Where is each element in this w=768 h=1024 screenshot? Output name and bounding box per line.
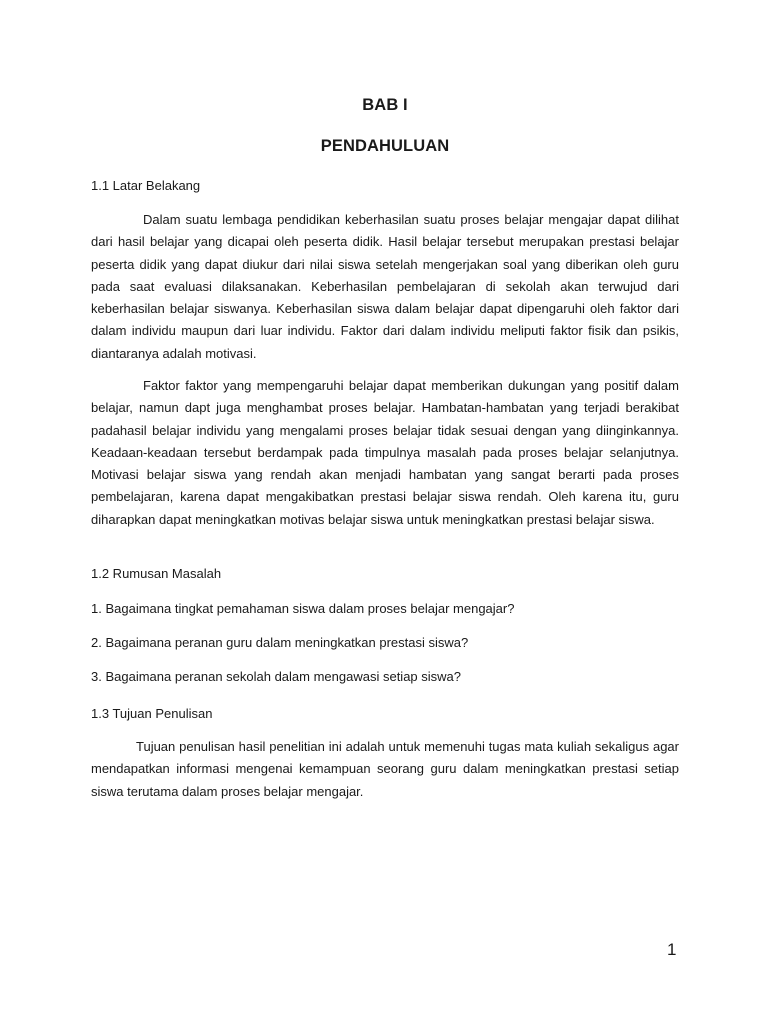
paragraph-latar-belakang-2: Faktor faktor yang mempengaruhi belajar dapat memberikan dukungan yang positif dalam belajar, namun dapt juga menghambat proses belajar. Hambatan-hambatan yang terjadi berakibat padahasil belajar individu yang mengalami proses belajar tidak sesuai dengan yang diinginkannya. Keadaan-keadaan tersebut berdampak pada timpulnya masalah pada proses belajar selanjutnya. Motivasi belajar siswa yang rendah akan menjadi hambatan yang sangat berarti pada proses pembelajaran, karena dapat mengakibatkan prestasi belajar siswa rendah. Oleh karena itu, guru diharapkan dapat meningkatkan motivas belajar siswa untuk meningkatkan prestasi belajar siswa. bbox=[91, 378, 679, 527]
section-heading-latar-belakang: 1.1 Latar Belakang bbox=[91, 178, 201, 193]
chapter-number: BAB I bbox=[362, 96, 408, 114]
section-heading-rumusan-masalah: 1.2 Rumusan Masalah bbox=[91, 566, 222, 581]
page-number: 1 bbox=[667, 940, 677, 959]
paragraph-tujuan-penulisan: Tujuan penulisan hasil penelitian ini adalah untuk memenuhi tugas mata kuliah sekaligus agar mendapatkan informasi mengenai kemampuan seorang guru dalam meningkatkan prestasi setiap siswa terutama dalam proses belajar mengajar. bbox=[91, 739, 679, 799]
list-item-rumusan-2: 2. Bagaimana peranan guru dalam meningkatkan prestasi siswa? bbox=[91, 635, 469, 650]
list-item-rumusan-1: 1. Bagaimana tingkat pemahaman siswa dalam proses belajar mengajar? bbox=[91, 601, 515, 616]
section-heading-tujuan-penulisan: 1.3 Tujuan Penulisan bbox=[91, 706, 213, 721]
paragraph-latar-belakang-1: Dalam suatu lembaga pendidikan keberhasilan suatu proses belajar mengajar dapat dilihat dari hasil belajar yang dicapai oleh peserta didik. Hasil belajar tersebut merupakan prestasi belajar peserta didik yang dapat diukur dari nilai siswa setelah mengerjakan soal yang diberikan oleh guru pada saat evaluasi dilaksanakan. Keberhasilan pembelajaran di sekolah akan terwujud dari keberhasilan belajar siswanya. Keberhasilan siswa dalam belajar dapat dipengaruhi oleh faktor dari dalam individu maupun dari luar individu. Faktor dari dalam individu meliputi faktor fisik dan psikis, diantaranya adalah motivasi. bbox=[91, 212, 679, 361]
chapter-title: PENDAHULUAN bbox=[320, 137, 450, 155]
list-item-rumusan-3: 3. Bagaimana peranan sekolah dalam mengawasi setiap siswa? bbox=[91, 669, 461, 684]
